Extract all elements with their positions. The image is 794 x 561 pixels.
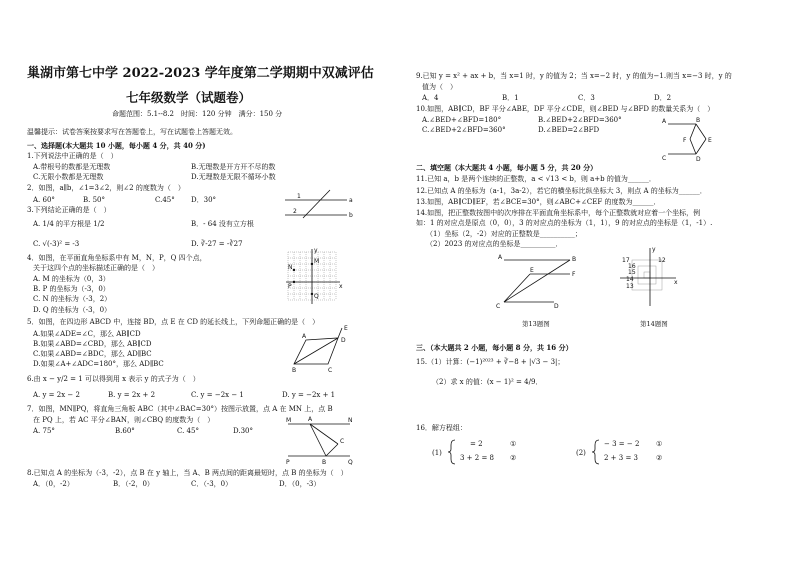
- section3-heading: 三、（本大题共 2 小题，每小题 8 分，共 16 分）: [416, 343, 573, 352]
- q5-fig-label-b: B: [292, 367, 297, 374]
- q8-option-d: D．（0，-3）: [279, 480, 321, 488]
- q14-part1: （1）坐标（2，-2）对应的正整数是__________；: [426, 230, 582, 238]
- q8-option-c: C．（-3，0）: [191, 480, 233, 488]
- q9-stem-line1: 9.已知 y = x² + ax + b，当 x=1 时，y 的值为 2；当 x=−2 时，y 的值为−1.则当 x=−3 时，y 的: [416, 72, 732, 80]
- q14-text-line1: 14.如图，把正整数按图中的次序排在平面直角坐标系中，每个正整数就对应着一个坐标，例: [416, 209, 701, 217]
- fig14-caption: 第14题图: [640, 320, 668, 328]
- q3-option-d: D. ∛-27 = -∛27: [191, 240, 243, 248]
- q1-stem: 1.下列说法中正确的是（ ）: [27, 152, 118, 160]
- section1-heading: 一、选择题(本大题共 10 小题，每小题 4 分，共 40 分): [27, 141, 206, 150]
- q8-option-a: A．（0，-2）: [33, 480, 74, 488]
- q7-option-a: A. 75°: [33, 427, 55, 435]
- q16-sys1-eq2: 3 + 2 = 8: [460, 454, 494, 462]
- fig13-label-a: A: [498, 254, 503, 261]
- q9-option-b: B．1: [502, 94, 519, 102]
- q4-stem-line1: 4．如图，在平面直角坐标系中有 M，N，P，Q 四个点，: [27, 254, 207, 262]
- q16-sys1-eq1: = 2: [470, 440, 483, 448]
- q7-fig-label-n: N: [348, 417, 353, 424]
- exam-scope: 命题范围：5.1--8.2 时间：120 分钟 满分：150 分: [112, 110, 283, 118]
- q16-stem: 16．解方程组：: [416, 424, 467, 432]
- q15-part2: （2）求 x 的值：(x − 1)² = 4/9．: [432, 378, 543, 386]
- q16-sys2-eq1: − 3 = − 2: [604, 440, 640, 448]
- q10-option-c: C.∠BED+2∠BFD=360°: [422, 126, 506, 134]
- q7-fig-label-q: Q: [348, 459, 353, 466]
- q7-fig-label-b: B: [322, 459, 327, 466]
- q3-option-b: B．- 64 没有立方根: [191, 220, 254, 228]
- q7-fig-label-c: C: [340, 438, 345, 445]
- q10-stem: 10.如图，AB∥CD，BF 平分∠ABE，DF 平分∠CDE，则∠BED 与∠BFD 的数量关系为（ ）: [416, 105, 715, 113]
- q8-option-b: B．（-2，0）: [113, 480, 154, 488]
- q2-figure: [285, 188, 355, 224]
- q5-fig-label-d: D: [341, 337, 346, 344]
- q9-stem-line2: 值为（ ）: [422, 83, 457, 91]
- q7-option-d: D.30°: [233, 427, 253, 435]
- q5-option-c: C.如果∠ABD=∠BDC，那么 AD∥BC: [33, 350, 152, 358]
- q16-sys2-tag2: ②: [656, 454, 663, 462]
- q4-fig-label-m: M: [314, 258, 320, 265]
- q6-option-c: C. y = −2x − 1: [191, 391, 244, 399]
- q16-sys1-label: (1): [432, 449, 442, 457]
- warm-tip: 温馨提示：试卷答案按要求写在答题卷上，写在试题卷上答题无效。: [27, 128, 237, 136]
- q5-option-d: D.如果∠A+∠ADC=180°，那么 AD∥BC: [33, 360, 164, 368]
- section2-heading: 二、填空题（本大题共 4 小题，每小题 5 分，共 20 分）: [416, 163, 598, 172]
- q10-fig-label-f: F: [683, 137, 687, 144]
- q5-quadrilateral-figure: [292, 325, 352, 376]
- q7-option-c: C. 45°: [177, 427, 199, 435]
- fig13-label-f: F: [572, 271, 576, 278]
- q4-grid-figure: [284, 248, 344, 308]
- q11-text: 11.已知 a，b 是两个连续的正整数，a < √13 < b，则 a+b 的值为______．: [416, 175, 656, 183]
- fig14-label-y: y: [652, 246, 656, 253]
- q3-option-a: A. 1/4 的平方根是 1/2: [33, 220, 105, 228]
- q4-fig-label-x: x: [339, 283, 343, 290]
- fig14-figure: [618, 246, 678, 308]
- q5-fig-label-e: E: [344, 325, 348, 332]
- q10-fig-label-a: A: [662, 118, 667, 125]
- fig14-label-x: x: [674, 279, 678, 286]
- fig14-num-12: 12: [658, 257, 666, 264]
- q2-option-c: C.45°: [155, 196, 175, 204]
- q7-fig-label-a: A: [308, 416, 313, 423]
- q5-fig-label-c: C: [328, 367, 333, 374]
- q7-stem-line1: 7．如图，MN∥PQ，将直角三角板 ABC（其中∠BAC=30°）按图示放置，点 A 在 MN 上，点 B: [27, 405, 333, 413]
- q10-figure: [662, 117, 717, 163]
- q4-option-a: A. M 的坐标为（0，3）: [33, 275, 110, 283]
- q7-fig-label-m: M: [286, 417, 292, 424]
- q14-part2: （2）2023 的对应点的坐标是__________．: [426, 240, 563, 248]
- fig14-num-17: 17: [622, 257, 630, 264]
- q9-option-a: A．4: [422, 94, 439, 102]
- fig14-num-13: 13: [626, 283, 634, 290]
- q2-fig-label-b: b: [349, 212, 353, 219]
- q3-option-c: C. √(-3)² = -3: [33, 240, 80, 248]
- q9-option-c: C．3: [578, 94, 595, 102]
- sys2-brace-icon: [592, 439, 600, 465]
- fig13-label-b: B: [572, 256, 577, 263]
- q2-option-a: A. 60°: [33, 196, 55, 204]
- fig13-label-c: C: [496, 303, 501, 310]
- q10-option-b: B.∠BED+2∠BFD=360°: [538, 116, 622, 124]
- q6-option-d: D. y = −2x + 1: [282, 391, 336, 399]
- q6-stem: 6.由 x − y/2 = 1 可以得到用 x 表示 y 的式子为（ ）: [27, 375, 200, 383]
- q1-option-a: A.带根号的数都是无理数: [33, 163, 111, 171]
- q4-fig-label-q: Q: [314, 293, 319, 300]
- q15-part1: 15.（1）计算：(−1)²⁰²³ + ∛−8 + |√3 − 3|；: [416, 358, 565, 366]
- q10-fig-label-b: B: [696, 117, 701, 124]
- fig14-num-15: 15: [628, 269, 636, 276]
- q10-fig-label-c: C: [662, 155, 667, 162]
- q6-option-a: A. y = 2x − 2: [33, 391, 80, 399]
- q14-text-line2: 如：1 的对应点是原点（0，0），3 的对应点的坐标为（1，1），9 的对应点的坐标是（1，-1）.: [416, 219, 713, 227]
- q1-option-d: D.无理数是无限不循环小数: [191, 173, 276, 181]
- q4-fig-label-y: y: [314, 247, 318, 254]
- sys1-brace-icon: [448, 439, 456, 465]
- q12-text: 12.已知点 A 的坐标为（a-1，3a-2），若它的横坐标比纵坐标大 3，则点 A 的坐标为______．: [416, 187, 707, 195]
- q5-option-b: B.如果∠ABD=∠CBD，那么 AB∥CD: [33, 340, 152, 348]
- q10-fig-label-d: D: [696, 156, 701, 163]
- paper-title: 巢湖市第七中学 2022-2023 学年度第二学期期中双减评估: [27, 66, 374, 81]
- q4-fig-label-p: P: [288, 283, 292, 290]
- q10-option-a: A.∠BED+∠BFD=180°: [422, 116, 502, 124]
- q5-stem: 5．如图，在四边形 ABCD 中，连接 BD，点 E 在 CD 的延长线上，下列命题正确的是（ ）: [27, 318, 320, 326]
- q4-option-c: C. N 的坐标为（-3，2）: [33, 295, 112, 303]
- q7-figure: [286, 416, 356, 466]
- q4-fig-label-n: N: [288, 264, 293, 271]
- q5-option-a: A.如果∠ADE=∠C，那么 AB∥CD: [33, 330, 141, 338]
- q1-option-b: B.无理数是开方开不尽的数: [191, 163, 276, 171]
- fig13-figure: [490, 252, 590, 314]
- q16-sys2-label: (2): [576, 449, 586, 457]
- q2-option-b: B. 50°: [83, 196, 106, 204]
- q2-fig-label-2: 2: [293, 208, 297, 215]
- fig13-caption: 第13题图: [522, 320, 550, 328]
- q16-sys1-tag1: ①: [510, 440, 517, 448]
- paper-subtitle: 七年级数学（试题卷）: [126, 90, 252, 105]
- q4-option-d: D. Q 的坐标为（-3，0）: [33, 306, 112, 314]
- q2-option-d: D．30°: [191, 196, 217, 204]
- q16-sys2-tag1: ①: [656, 440, 663, 448]
- q8-stem: 8.已知点 A 的坐标为（-3，-2），点 B 在 y 轴上，当 A、B 两点间的距离最短时，点 B 的坐标为（ ）: [27, 469, 348, 477]
- fig13-label-d: D: [554, 303, 559, 310]
- q16-sys2-eq2: 2 + 3 = 3: [604, 454, 638, 462]
- q10-fig-label-e: E: [708, 137, 712, 144]
- q7-fig-label-p: P: [286, 459, 290, 466]
- q5-fig-label-a: A: [302, 333, 307, 340]
- q13-text: 13.如图，AB∥CD∥EF，若∠BCE=30°，则∠ABC+∠CEF 的度数为______．: [416, 198, 661, 206]
- fig14-num-16: 16: [628, 263, 636, 270]
- q4-stem-line2: 关于这四个点的坐标描述正确的是（ ）: [33, 264, 159, 272]
- fig14-num-14: 14: [626, 276, 634, 283]
- q4-option-b: B. P 的坐标为（-3，0）: [33, 285, 110, 293]
- q1-option-c: C.无限小数都是无理数: [33, 173, 104, 181]
- q2-stem: 2．如图，a∥b，∠1=3∠2，则∠2 的度数为（ ）: [27, 184, 185, 192]
- q6-option-b: B. y = 2x + 2: [108, 391, 156, 399]
- q2-fig-label-1: 1: [297, 193, 301, 200]
- q3-stem: 3.下列结论正确的是（ ）: [27, 206, 111, 214]
- q9-option-d: D．2: [654, 94, 672, 102]
- q16-sys1-tag2: ②: [510, 454, 517, 462]
- fig13-label-e: E: [530, 267, 534, 274]
- q7-stem-line2: 在 PQ 上，若 AC 平分∠BAN，则∠CBQ 的度数为（ ）: [33, 416, 215, 424]
- q10-option-d: D.∠BED=2∠BFD: [538, 126, 600, 134]
- q7-option-b: B.60°: [115, 427, 135, 435]
- q2-fig-label-a: a: [349, 197, 353, 204]
